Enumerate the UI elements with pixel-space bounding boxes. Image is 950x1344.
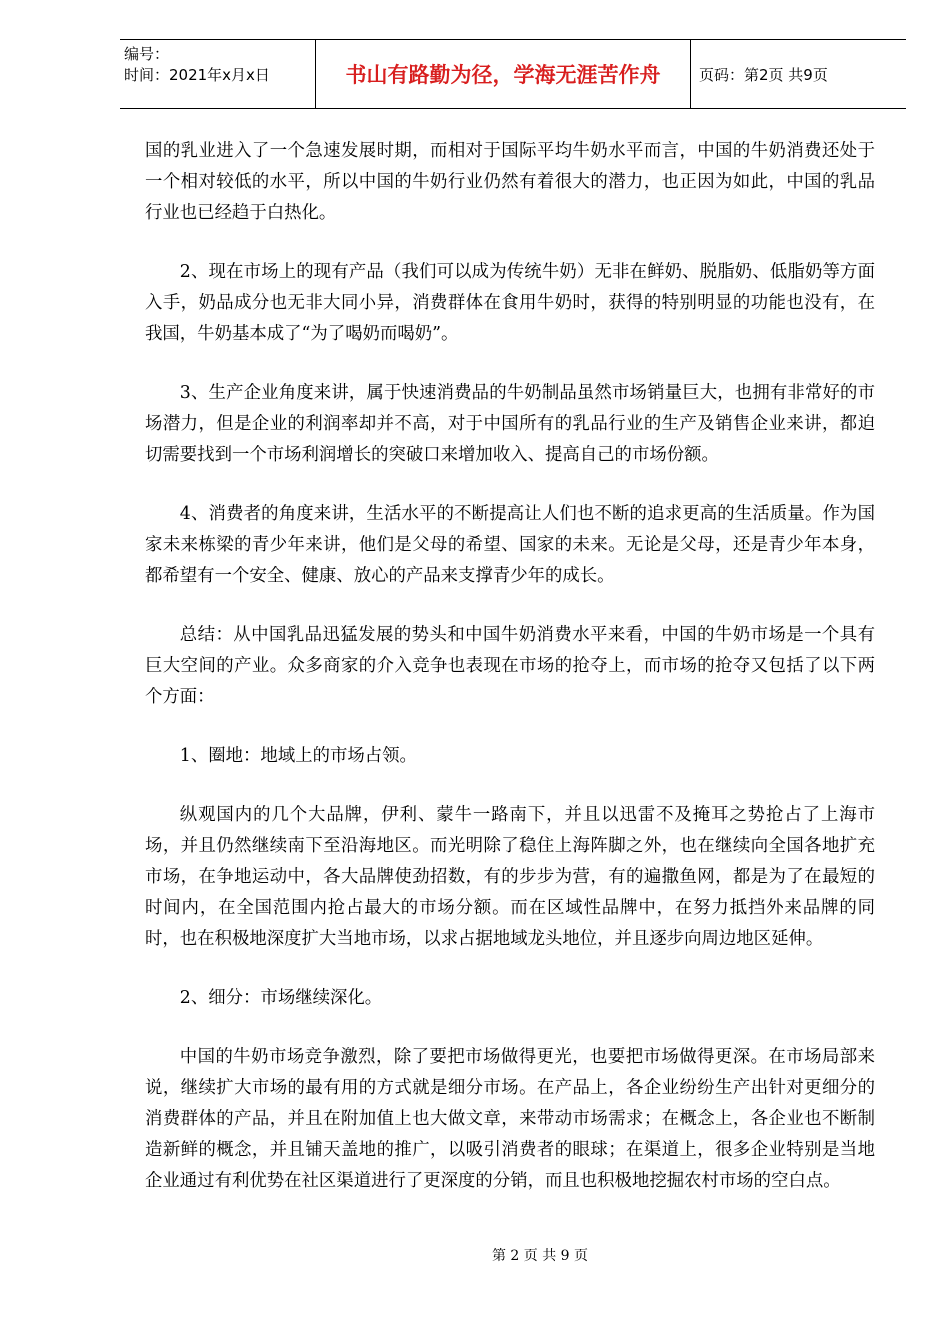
paragraph-1: 国的乳业进入了一个急速发展时期，而相对于国际平均牛奶水平而言，中国的牛奶消费还处于一个相对较低的水平，所以中国的牛奶行业仍然有着很大的潜力，也正因为如此，中国的乳品行业也已经趋于白热化。 — [145, 141, 875, 223]
header-meta — [120, 40, 316, 108]
header-motto: 书山有路勤为径，学海无涯苦作舟 — [316, 40, 691, 108]
paragraph-summary: 总结：从中国乳品迅猛发展的势头和中国牛奶消费水平来看，中国的牛奶市场是一个具有巨大空间的产业。众多商家的介入竞争也表现在市场的抢夺上，而市场的抢夺又包括了以下两个方面： — [145, 625, 875, 707]
page-footer: 第 2 页 共 9 页 — [491, 1248, 589, 1264]
paragraph-heading-2: 2、细分：市场继续深化。 — [179, 988, 383, 1008]
paragraph-5: 纵观国内的几个大品牌，伊利、蒙牛一路南下，并且以迅雷不及掩耳之势抢占了上海市场，并且仍然继续南下至沿海地区。而光明除了稳住上海阵脚之外，也在继续向全国各地扩充市场，在争地运动中，各大品牌使劲招数，有的步步为营，有的遍撒鱼网，都是为了在最短的时间内，在全国范围内抢占最大的市场分额。而在区域性品牌中，在努力抵挡外来品牌的同时，也在积极地深度扩大当地市场，以求占据地域龙头地位，并且逐步向周边地区延伸。 — [145, 805, 875, 949]
document-body — [145, 136, 875, 1225]
doc-time-label: 时间：2021年x月x日 — [124, 66, 270, 84]
doc-number-label: 编号： — [124, 45, 170, 63]
paragraph-4: 4、消费者的角度来讲，生活水平的不断提高让人们也不断的追求更高的生活质量。作为国家未来栋梁的青少年来讲，他们是父母的希望、国家的未来。无论是父母，还是青少年本身，都希望有一个安全、健康、放心的产品来支撑青少年的成长。 — [145, 504, 875, 586]
paragraph-6: 中国的牛奶市场竞争激烈，除了要把市场做得更光，也要把市场做得更深。在市场局部来说，继续扩大市场的最有用的方式就是细分市场。在产品上，各企业纷纷生产出针对更细分的消费群体的产品，并且在附加值上也大做文章，来带动市场需求；在概念上，各企业也不断制造新鲜的概念，并且铺天盖地的推广，以吸引消费者的眼球；在渠道上，很多企业特别是当地企业通过有利优势在社区渠道进行了更深度的分销，而且也积极地挖掘农村市场的空白点。 — [145, 1047, 875, 1191]
paragraph-heading-1: 1、圈地：地域上的市场占领。 — [179, 746, 417, 766]
paragraph-3: 3、生产企业角度来讲，属于快速消费品的牛奶制品虽然市场销量巨大，也拥有非常好的市场潜力，但是企业的利润率却并不高，对于中国所有的乳品行业的生产及销售企业来讲，都迫切需要找到一个市场利润增长的突破口来增加收入、提高自己的市场份额。 — [145, 383, 875, 465]
page-header — [120, 39, 906, 109]
paragraph-2: 2、现在市场上的现有产品（我们可以成为传统牛奶）无非在鲜奶、脱脂奶、低脂奶等方面入手，奶品成分也无非大同小异，消费群体在食用牛奶时，获得的特别明显的功能也没有，在我国，牛奶基本成了“为了喝奶而喝奶”。 — [145, 262, 875, 344]
header-page-info: 页码：第2页 共9页 — [699, 65, 828, 84]
